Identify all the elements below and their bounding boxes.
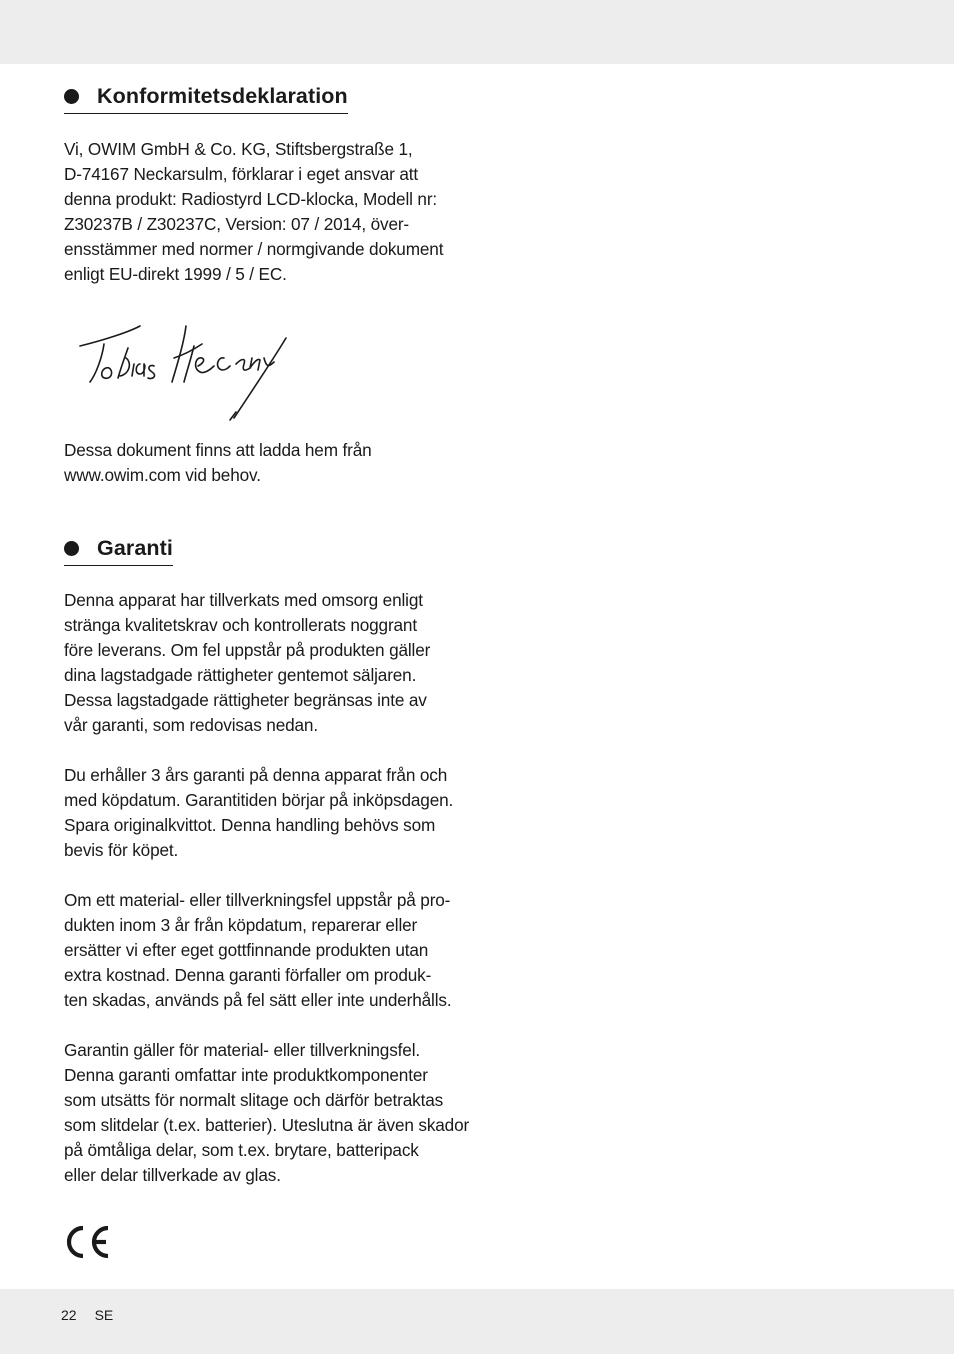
- language-code: SE: [94, 1307, 114, 1323]
- ce-mark-icon: [64, 1224, 112, 1260]
- heading-text: Garanti: [97, 536, 173, 560]
- page-number: 22: [61, 1307, 77, 1323]
- conformity-paragraph: Vi, OWIM GmbH & Co. KG, Stiftsbergstraße 1, D-74167 Neckarsulm, förklarar i eget ansvar att denna produkt: Radiostyrd LCD-klocka, Modell nr: Z30237B / Z30237C, Version: 07 / 2014, över- ensstämmer med normer / normgivande dokument enligt EU-direkt 1999 / 5 / EC.: [64, 139, 444, 284]
- header-band: [0, 0, 954, 64]
- bullet-icon: [64, 89, 79, 104]
- footer-band: [0, 1289, 954, 1354]
- warranty-paragraph: Om ett material- eller tillverkningsfel uppstår på pro- dukten inom 3 år från köpdatum, reparerar eller ersätter vi efter eget gottfinnande produkten utan extra kostnad. Denna garanti förfaller om produk- ten skadas, används på fel sätt eller inte underhålls.: [64, 890, 452, 1010]
- section-heading-conformity: [64, 82, 348, 114]
- download-paragraph: Dessa dokument finns att ladda hem från www.owim.com vid behov.: [64, 440, 372, 485]
- signature-image: [74, 318, 294, 428]
- warranty-paragraph: Garantin gäller för material- eller tillverkningsfel. Denna garanti omfattar inte produktkomponenter som utsätts för normalt slitage och därför betraktas som slitdelar (t.ex. batterier). Uteslutna är även skador på ömtåliga delar, som t.ex. brytare, batteripack eller delar tillverkade av glas.: [64, 1040, 470, 1185]
- warranty-paragraph: Denna apparat har tillverkats med omsorg enligt stränga kvalitetskrav och kontrollerats noggrant före leverans. Om fel uppstår på produkten gäller dina lagstadgade rättigheter gentemot säljaren. Dessa lagstadgade rättigheter begränsas inte av vår garanti, som redovisas nedan.: [64, 590, 431, 735]
- warranty-paragraph: Du erhåller 3 års garanti på denna apparat från och med köpdatum. Garantitiden börjar på inköpsdagen. Spara originalkvittot. Denna handling behövs som bevis för köpet.: [64, 765, 454, 860]
- section-heading-warranty: [64, 534, 173, 566]
- bullet-icon: [64, 541, 79, 556]
- page-footer: [61, 1305, 113, 1325]
- heading-text: Konformitetsdeklaration: [97, 84, 348, 108]
